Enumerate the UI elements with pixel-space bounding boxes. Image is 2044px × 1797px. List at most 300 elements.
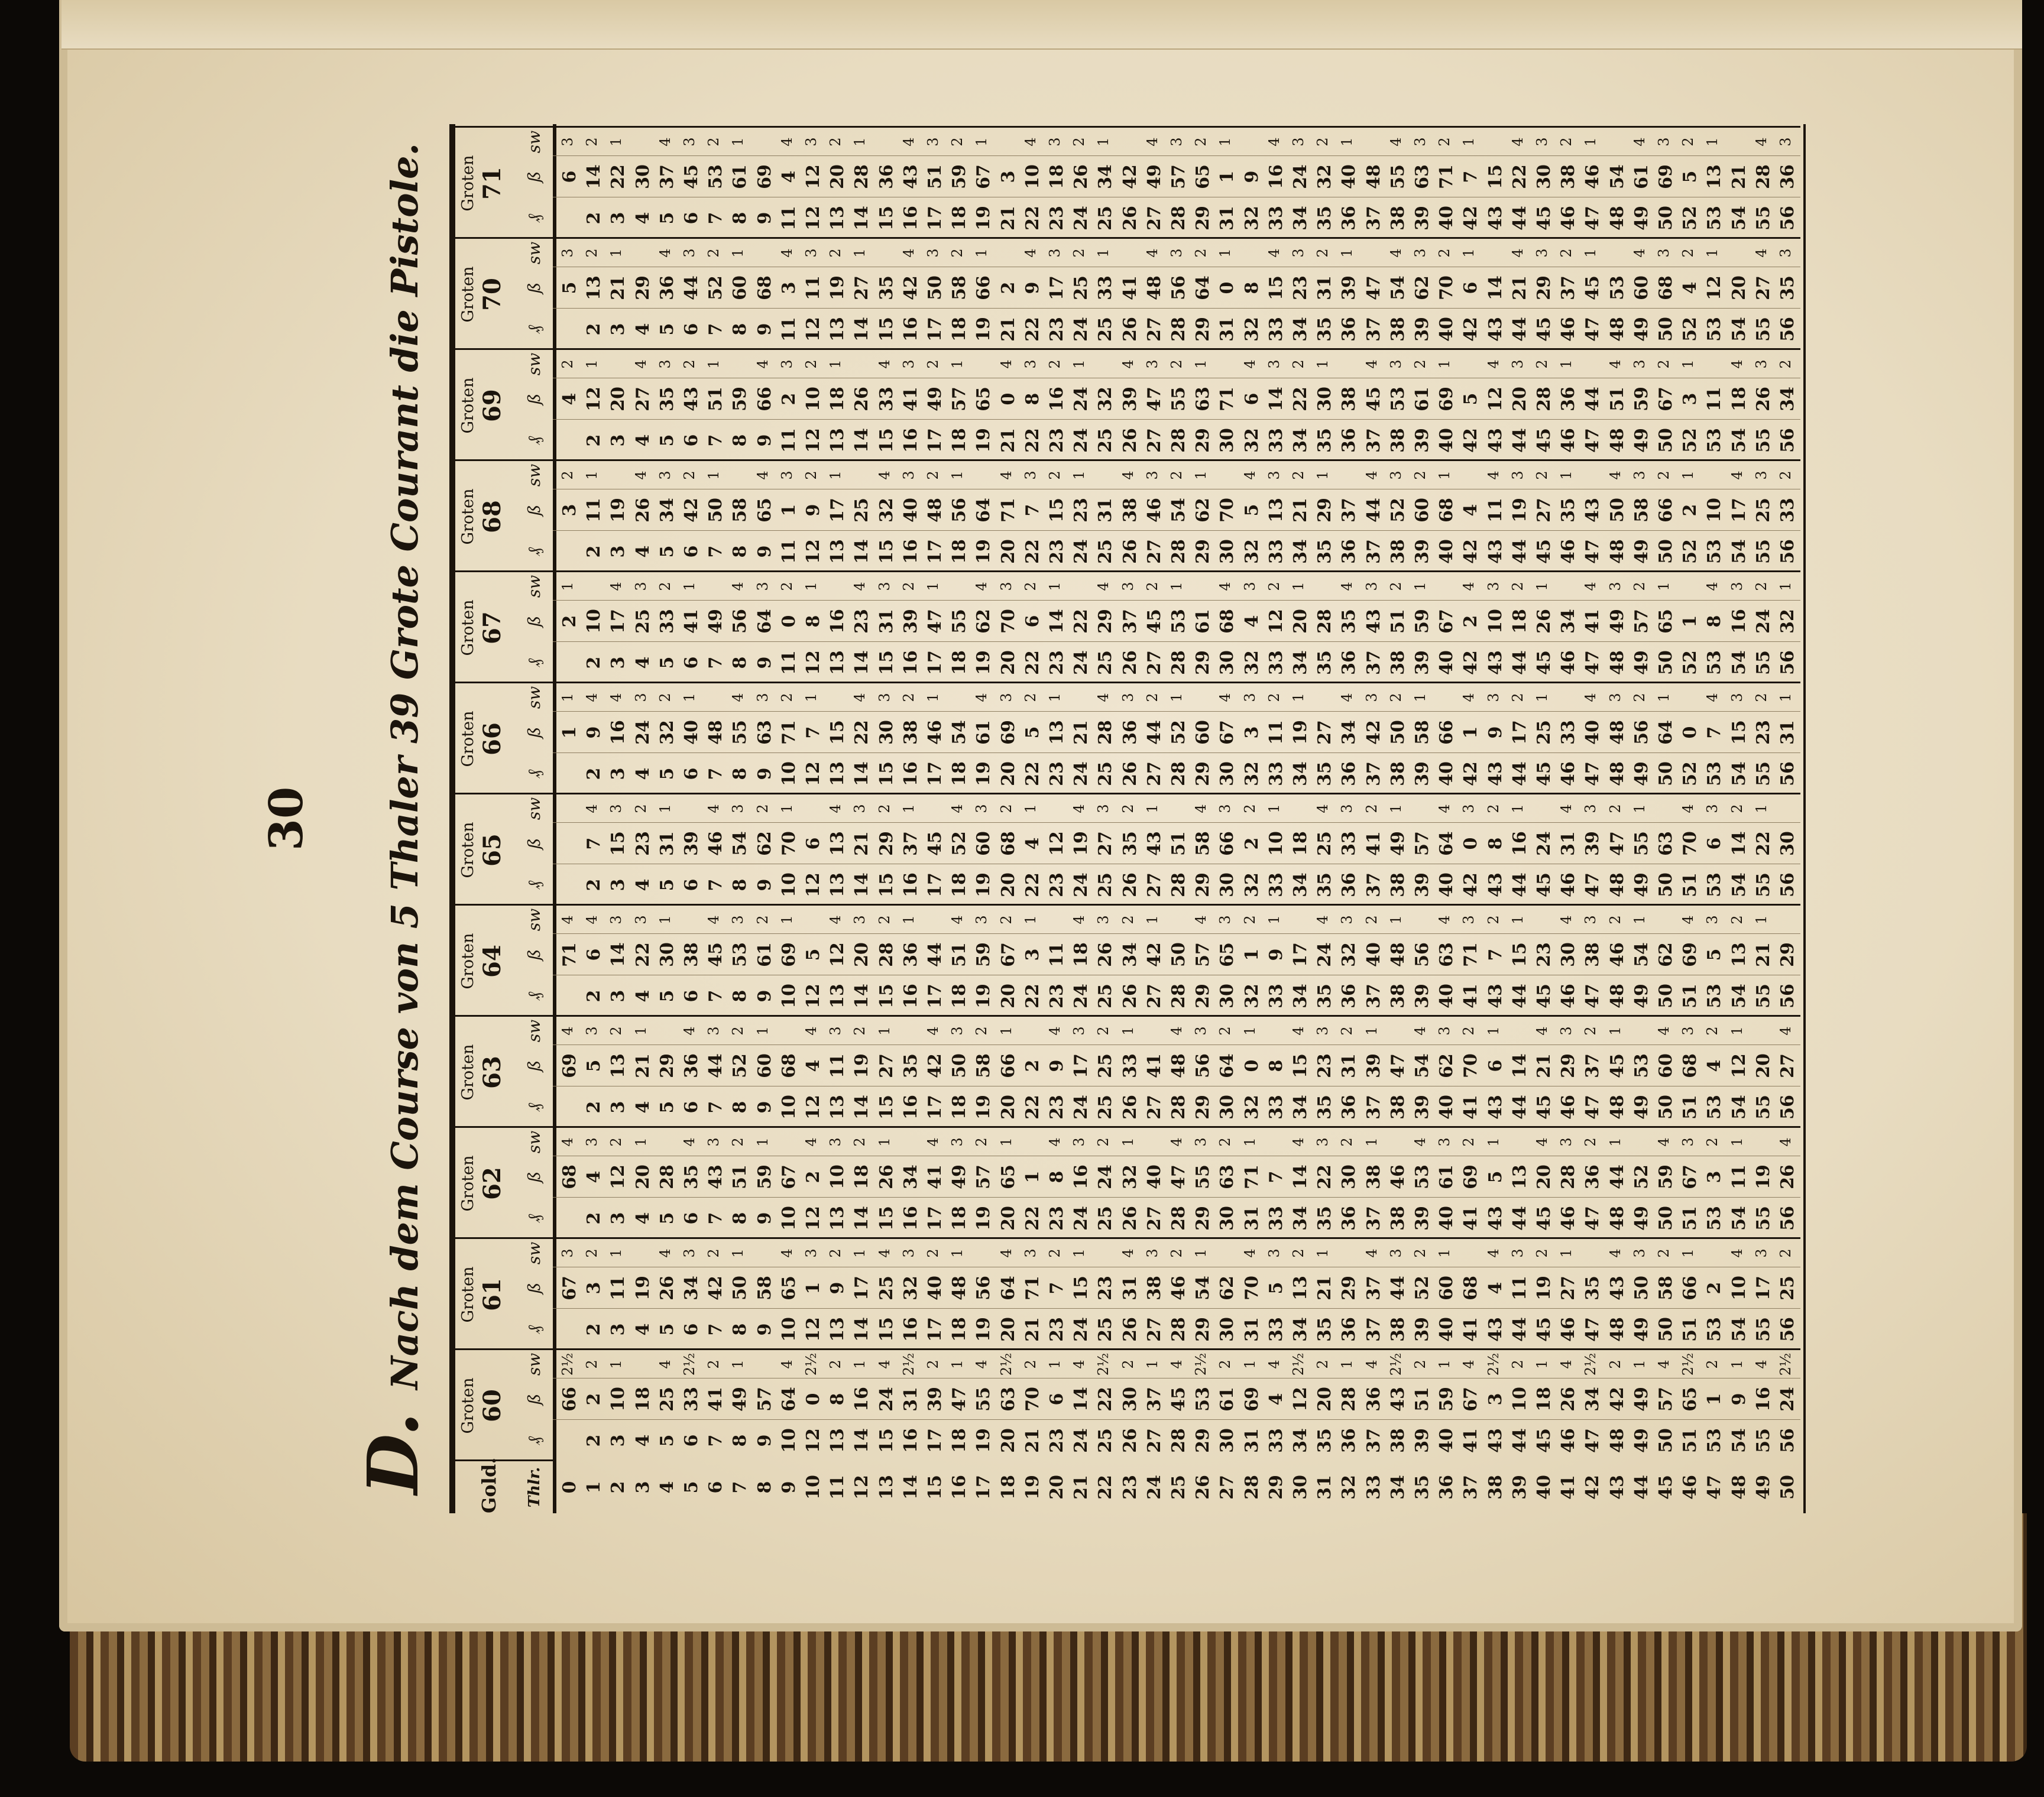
table-cell: 14 — [1071, 1387, 1092, 1412]
table-cell: 37 — [1363, 539, 1384, 564]
table-cell: 30 — [1777, 831, 1798, 856]
table-cell: 48 — [1606, 1206, 1628, 1231]
table-cell: 15 — [1485, 164, 1506, 189]
table-cell: 12 — [803, 164, 824, 189]
table-cell: 54 — [1631, 942, 1652, 967]
table-cell: 3 — [1509, 471, 1526, 480]
table-cell: 11 — [1728, 1165, 1750, 1189]
table-cell: 29 — [1314, 498, 1336, 523]
table-cell: 29 — [1193, 872, 1214, 897]
table-cell: 34 — [1290, 650, 1311, 675]
table-cell: 33 — [1265, 1317, 1287, 1342]
table-cell: 65 — [973, 387, 995, 411]
table-cell: 28 — [1168, 428, 1189, 453]
table-cell: 24 — [1777, 1387, 1798, 1412]
groten-label: Groten — [459, 155, 477, 212]
table-cell: 29 — [1095, 609, 1116, 634]
table-cell: 2 — [778, 582, 795, 591]
table-cell: 50 — [1656, 317, 1676, 342]
table-cell: 30 — [1217, 650, 1238, 675]
table-cell: 26 — [1119, 1317, 1141, 1342]
table-cell: 55 — [1753, 872, 1774, 897]
table-cell: 31 — [1777, 720, 1798, 745]
table-cell: 7 — [705, 767, 727, 780]
table-cell: 14 — [608, 942, 629, 967]
table-cell: 38 — [1387, 984, 1408, 1008]
table-cell: 26 — [1777, 1165, 1798, 1189]
table-cell: 2 — [1193, 248, 1210, 258]
table-cell: 45 — [1168, 1387, 1189, 1412]
table-cell: 29 — [1193, 761, 1214, 786]
table-cell: 44 — [1509, 1317, 1530, 1342]
table-cell: 34 — [1290, 1095, 1311, 1120]
table-cell: 4 — [1558, 915, 1575, 925]
table-cell: 4 — [1509, 137, 1526, 147]
table-cell: 3 — [1436, 1026, 1453, 1036]
table-cell: 23 — [1534, 942, 1554, 967]
table-cell: 47 — [1606, 831, 1628, 856]
table-cell: 11 — [778, 206, 799, 231]
table-cell: 4 — [754, 471, 771, 480]
table-cell: 0 — [1241, 1059, 1262, 1072]
table-cell: 21 — [1022, 1428, 1043, 1453]
table-cell: 33 — [1265, 428, 1287, 453]
table-cell: 47 — [1582, 1206, 1604, 1231]
table-cell: 23 — [1047, 539, 1067, 564]
table-cell: 10 — [778, 761, 799, 786]
table-cell: 49 — [1631, 984, 1652, 1008]
table-cell: 8 — [730, 1212, 751, 1225]
table-cell: 54 — [1193, 1276, 1214, 1300]
table-cell: 7 — [705, 1101, 727, 1114]
table-cell: 41 — [1460, 1095, 1482, 1120]
table-cell: 41 — [1144, 1053, 1165, 1078]
table-cell: 2 — [1168, 1248, 1185, 1258]
table-cell: 1 — [1631, 804, 1648, 813]
table-cell: 49 — [1631, 539, 1652, 564]
table-cell: 2 — [900, 693, 917, 702]
table-cell: 1 — [1534, 1360, 1550, 1369]
table-cell: 2 — [584, 1212, 605, 1225]
table-cell: 41 — [900, 387, 921, 411]
table-cell: 2 — [1704, 1026, 1721, 1036]
table-cell: 3 — [1631, 1248, 1648, 1258]
table-cell: 22 — [1022, 539, 1043, 564]
table-cell: 47 — [1144, 387, 1165, 411]
table-cell: 3 — [1606, 693, 1624, 702]
table-cell: 26 — [1558, 1387, 1579, 1412]
table-cell: 7 — [584, 837, 605, 850]
table-cell: 16 — [900, 1428, 921, 1453]
table-cell: 52 — [1680, 428, 1701, 453]
table-cell: 36 — [1582, 1165, 1604, 1189]
table-cell: 45 — [1534, 984, 1554, 1008]
table-cell: 2 — [559, 359, 576, 369]
table-cell: 43 — [1485, 206, 1506, 231]
table-cell: 2 — [1339, 1137, 1356, 1147]
table-cell: 13 — [827, 984, 848, 1008]
table-cell: 5 — [1680, 170, 1701, 183]
table-cell: 46 — [925, 720, 945, 745]
groten-header-65 — [455, 793, 553, 906]
table-cell: 55 — [1753, 1206, 1774, 1231]
table-cell: 14 — [1485, 275, 1506, 300]
table-cell: 48 — [1606, 720, 1628, 745]
table-cell: 51 — [1387, 609, 1408, 634]
table-cell: 13 — [827, 428, 848, 453]
table-cell: 56 — [1777, 428, 1798, 453]
table-cell: 41 — [1363, 831, 1384, 856]
table-cell: 4 — [925, 1137, 941, 1147]
table-cell: 43 — [1485, 872, 1506, 897]
table-cell: 11 — [1047, 942, 1067, 967]
table-cell: 1 — [681, 693, 698, 702]
table-cell: 19 — [973, 872, 995, 897]
table-cell: 36 — [1339, 1317, 1360, 1342]
table-cell: 50 — [1656, 1428, 1676, 1453]
table-cell: 4 — [803, 1137, 819, 1147]
table-cell: 22 — [1314, 1165, 1336, 1189]
table-cell: 12 — [1047, 831, 1067, 856]
table-cell: 6 — [1460, 281, 1482, 294]
table-cell: 3 — [900, 1248, 917, 1258]
table-cell: 1 — [1753, 804, 1770, 813]
table-cell: 34 — [1119, 942, 1141, 967]
table-cell: 1 — [632, 1137, 649, 1147]
table-cell: 8 — [730, 767, 751, 780]
table-cell: 1 — [1071, 471, 1088, 480]
table-cell: 7 — [1022, 504, 1043, 517]
table-cell: 60 — [730, 275, 751, 300]
table-cell: 4 — [1704, 1059, 1725, 1072]
table-cell: 1 — [1412, 693, 1428, 702]
table-cell: 39 — [1363, 1053, 1384, 1078]
table-cell: 43 — [1387, 1387, 1408, 1412]
table-cell: 1 — [1193, 1248, 1210, 1258]
table-cell: 33 — [1265, 984, 1287, 1008]
table-cell: 12 — [1704, 275, 1725, 300]
table-cell: 32 — [1241, 761, 1262, 786]
table-cell: 48 — [1606, 317, 1628, 342]
table-cell: 3 — [876, 693, 893, 702]
table-cell: 3 — [632, 915, 649, 925]
table-cell: 3 — [1047, 248, 1063, 258]
table-cell: 10 — [778, 872, 799, 897]
table-cell: 53 — [1704, 872, 1725, 897]
table-cell: 40 — [1436, 1095, 1457, 1120]
table-cell: 4 — [1047, 1026, 1063, 1036]
table-cell: 4 — [632, 878, 653, 891]
table-cell: 2 — [925, 359, 941, 369]
row-label: 3 — [632, 1481, 653, 1494]
table-cell: 42 — [1460, 761, 1482, 786]
unit-label: sw — [524, 1241, 544, 1265]
table-cell: 2 — [1095, 1137, 1112, 1147]
table-cell: 34 — [1777, 387, 1798, 411]
table-cell: 69 — [1460, 1165, 1482, 1189]
table-cell: 71 — [997, 498, 1019, 523]
table-cell: 2 — [1534, 471, 1550, 480]
table-cell: 24 — [1071, 650, 1092, 675]
table-cell: 40 — [1436, 428, 1457, 453]
table-cell: 51 — [1680, 872, 1701, 897]
table-cell: 28 — [1558, 1165, 1579, 1189]
table-cell: 49 — [1631, 317, 1652, 342]
table-cell: 26 — [1119, 984, 1141, 1008]
unit-label: ß — [524, 1393, 544, 1405]
table-cell: 58 — [730, 498, 751, 523]
table-cell: 2 — [1339, 1026, 1356, 1036]
table-cell: 30 — [632, 164, 653, 189]
row-label: 16 — [949, 1475, 970, 1500]
table-cell: 26 — [1119, 1428, 1141, 1453]
table-cell: 13 — [827, 1428, 848, 1453]
table-cell: 15 — [827, 720, 848, 745]
row-label: 4 — [656, 1481, 678, 1494]
table-cell: 23 — [1047, 1095, 1067, 1120]
table-cell: 32 — [1314, 164, 1336, 189]
table-cell: 46 — [1558, 1206, 1579, 1231]
row-label: 39 — [1509, 1475, 1530, 1500]
table-cell: 1 — [559, 693, 576, 702]
table-cell: 55 — [1753, 317, 1774, 342]
table-cell: 3 — [851, 915, 869, 925]
table-cell: 45 — [1534, 650, 1554, 675]
table-cell: 64 — [1436, 831, 1457, 856]
row-label: 22 — [1095, 1475, 1116, 1500]
table-cell: 45 — [1534, 1206, 1554, 1231]
table-cell: 1 — [1363, 1137, 1380, 1147]
table-cell: 5 — [1241, 504, 1262, 517]
table-cell: 4 — [559, 393, 580, 406]
table-cell: 2 — [1241, 804, 1258, 813]
table-cell: 0 — [803, 1393, 824, 1406]
table-cell: 20 — [1753, 1053, 1774, 1078]
table-cell: 24 — [1071, 539, 1092, 564]
row-label: 30 — [1290, 1475, 1311, 1500]
table-cell: 1 — [1022, 915, 1039, 925]
table-cell: 2 — [1656, 471, 1672, 480]
table-cell: 49 — [1631, 872, 1652, 897]
table-cell: 2 — [973, 1026, 990, 1036]
groten-label: Groten — [459, 822, 477, 878]
table-cell: 58 — [973, 1053, 995, 1078]
table-cell: 25 — [1314, 831, 1336, 856]
table-cell: 4 — [632, 212, 653, 225]
table-cell: 1 — [949, 1248, 966, 1258]
table-cell: 27 — [1558, 1276, 1579, 1300]
table-cell: 25 — [1777, 1276, 1798, 1300]
table-cell: 55 — [1387, 164, 1408, 189]
row-label: 33 — [1363, 1475, 1384, 1500]
table-cell: 14 — [851, 1206, 873, 1231]
table-cell: 56 — [1777, 1428, 1798, 1453]
table-cell: 2 — [1680, 504, 1701, 517]
table-cell: 50 — [705, 498, 727, 523]
table-cell: 25 — [1095, 206, 1116, 231]
table-cell: 3 — [1022, 1248, 1039, 1258]
table-cell: 13 — [827, 1095, 848, 1120]
table-cell: 2 — [1217, 1026, 1234, 1036]
table-cell: 4 — [1193, 915, 1210, 925]
table-cell: 3 — [608, 1434, 629, 1447]
table-cell: 56 — [1777, 1095, 1798, 1120]
table-cell: 29 — [1193, 1428, 1214, 1453]
table-cell: 14 — [1728, 831, 1750, 856]
table-cell: 4 — [973, 1360, 990, 1369]
table-cell: 16 — [900, 872, 921, 897]
table-cell: 7 — [1704, 726, 1725, 739]
table-cell: 35 — [1314, 1206, 1336, 1231]
table-cell: 9 — [754, 323, 775, 336]
table-cell: 28 — [1168, 539, 1189, 564]
table-cell: 2 — [1412, 359, 1428, 369]
table-cell: 13 — [1509, 1165, 1530, 1189]
table-cell: 35 — [1314, 428, 1336, 453]
table-cell: 5 — [656, 990, 678, 1003]
table-cell: 55 — [973, 1387, 995, 1412]
table-cell: 3 — [1168, 137, 1185, 147]
table-cell: 2 — [584, 248, 601, 258]
table-cell: 2 — [1753, 693, 1770, 702]
table-cell: 3 — [705, 1026, 723, 1036]
table-cell: 69 — [1241, 1387, 1262, 1412]
table-cell: 30 — [1217, 428, 1238, 453]
table-cell: 44 — [1509, 761, 1530, 786]
table-cell: 1 — [1071, 1248, 1088, 1258]
table-cell: 58 — [1412, 720, 1433, 745]
table-cell: 39 — [1412, 206, 1433, 231]
table-cell: 2 — [1363, 804, 1380, 813]
table-cell: 37 — [1144, 1387, 1165, 1412]
table-cell: 4 — [778, 248, 795, 258]
table-cell: 1 — [1265, 804, 1282, 813]
table-cell: 37 — [1363, 650, 1384, 675]
table-cell: 30 — [1119, 1387, 1141, 1412]
table-cell: 40 — [1436, 872, 1457, 897]
table-cell: 47 — [1582, 1095, 1604, 1120]
table-cell: 6 — [559, 170, 580, 183]
unit-label: ß — [524, 1171, 544, 1183]
table-cell: 65 — [997, 1165, 1019, 1189]
table-cell: 11 — [778, 650, 799, 675]
table-cell: 7 — [1460, 170, 1482, 183]
table-cell: 20 — [851, 942, 873, 967]
table-cell: 52 — [1680, 317, 1701, 342]
table-cell: 71 — [1217, 387, 1238, 411]
table-cell: 2 — [827, 1360, 844, 1369]
table-cell: 32 — [1241, 539, 1262, 564]
table-cell: 10 — [778, 984, 799, 1008]
table-cell: 3 — [608, 323, 629, 336]
table-cell: 42 — [925, 1053, 945, 1078]
table-cell: 25 — [1095, 1317, 1116, 1342]
table-cell: 21 — [1022, 1317, 1043, 1342]
table-cell: 4 — [1265, 1393, 1287, 1406]
table-cell: 1 — [1022, 804, 1039, 813]
table-cell: 1 — [608, 248, 625, 258]
table-title — [349, 124, 438, 1513]
table-cell: 44 — [1509, 984, 1530, 1008]
table-cell: 44 — [681, 275, 702, 300]
table-cell: 17 — [925, 539, 945, 564]
table-cell: 2 — [1680, 137, 1697, 147]
unit-label: sw — [524, 130, 544, 154]
table-cell: 4 — [778, 1360, 795, 1369]
table-cell: 52 — [1387, 498, 1408, 523]
table-cell: 53 — [1704, 1428, 1725, 1453]
table-cell: 20 — [997, 761, 1019, 786]
table-cell: 6 — [681, 767, 702, 780]
table-cell: 7 — [1485, 948, 1506, 961]
table-cell: 17 — [1071, 1053, 1092, 1078]
table-cell: 1 — [925, 582, 941, 591]
table-cell: 15 — [876, 206, 897, 231]
table-cell: 7 — [705, 434, 727, 447]
table-cell: 25 — [1095, 1053, 1116, 1078]
table-cell: 2 — [1095, 1026, 1112, 1036]
table-cell: 18 — [851, 1165, 873, 1189]
table-cell: 25 — [1534, 720, 1554, 745]
table-cell: 43 — [1485, 1317, 1506, 1342]
table-cell: 5 — [584, 1059, 605, 1072]
table-cell: 20 — [997, 1428, 1019, 1453]
table-cell: 27 — [632, 387, 653, 411]
groten-header-66 — [455, 682, 553, 794]
table-cell: 2 — [1119, 804, 1136, 813]
table-cell: 42 — [1144, 942, 1165, 967]
table-cell: 3 — [997, 170, 1019, 183]
table-cell: 12 — [1290, 1387, 1311, 1412]
table-cell: 40 — [1363, 942, 1384, 967]
table-cell: 29 — [1193, 1206, 1214, 1231]
table-cell: 48 — [1606, 872, 1628, 897]
table-cell: 4 — [656, 1248, 673, 1258]
table-cell: 11 — [803, 275, 824, 300]
table-cell: 49 — [1631, 761, 1652, 786]
groten-number: 67 — [478, 611, 506, 644]
table-cell: 1 — [900, 804, 917, 813]
table-cell: 16 — [1753, 1387, 1774, 1412]
table-cell: 12 — [803, 1095, 824, 1120]
table-cell: 3 — [949, 1026, 966, 1036]
table-cell: 49 — [925, 387, 945, 411]
table-cell: 3 — [997, 582, 1015, 591]
table-cell: 3 — [1534, 248, 1550, 258]
table-cell: 22 — [1290, 387, 1311, 411]
table-cell: 1 — [1777, 582, 1794, 591]
table-cell: 3 — [876, 582, 893, 591]
table-cell: 3 — [1387, 359, 1404, 369]
table-cell: 3 — [754, 582, 771, 591]
table-cell: 54 — [1387, 275, 1408, 300]
table-cell: 31 — [1095, 498, 1116, 523]
table-cell: 25 — [1095, 428, 1116, 453]
table-cell: 35 — [1558, 498, 1579, 523]
table-cell: 26 — [1119, 872, 1141, 897]
table-cell: 37 — [1558, 275, 1579, 300]
table-cell: 40 — [925, 1276, 945, 1300]
table-cell: 17 — [925, 984, 945, 1008]
table-cell: 3 — [608, 804, 625, 813]
table-cell: 4 — [584, 693, 601, 702]
table-cell: 33 — [1265, 539, 1287, 564]
unit-label: ß — [524, 1060, 544, 1072]
table-cell: 10 — [1509, 1387, 1530, 1412]
table-cell: 53 — [1412, 1165, 1433, 1189]
unit-label: sw — [524, 1130, 544, 1154]
table-cell: 33 — [1119, 1053, 1141, 1078]
